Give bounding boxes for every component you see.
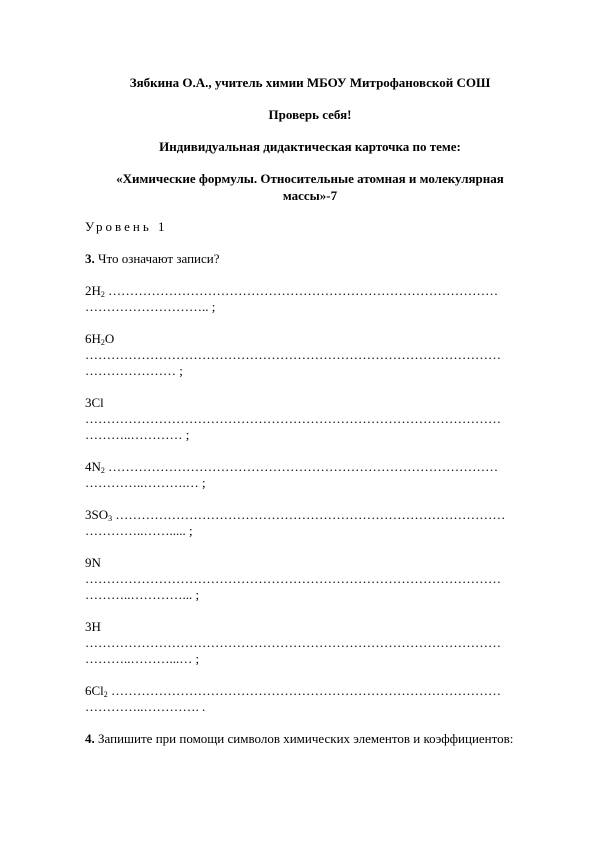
question-4 [85,731,513,747]
level-label: Уровень 1 [85,219,168,234]
question-3-number: 3. [85,251,95,266]
formula-item-1 [85,283,498,299]
answer-dots: ……………………………………………………………………………… [104,459,499,474]
formula-item-5 [85,507,505,523]
formula-coef: 4N [85,459,101,474]
formula-item-3 [85,395,104,411]
formula-coef: 3Cl [85,395,104,410]
answer-dots-line: …………………………………………………………………………………… [85,347,501,362]
answer-dots-line: …………..……….… ; [85,475,206,490]
formula-item-7 [85,619,101,635]
answer-dots-line: ………..………...… ; [85,651,200,666]
answer-dots-line: ……………………….. ; [85,299,216,314]
answer-dots-line: ………..…………... ; [85,587,200,602]
formula-coef: 3H [85,619,101,634]
formula-coef: 6H [85,331,101,346]
answer-dots-line: …………………………………………………………………………………… [85,571,501,586]
answer-dots-line: …………..…………. . [85,699,206,714]
formula-rest: O [104,331,115,346]
answer-dots-line: ………..………… ; [85,427,190,442]
question-3 [85,251,219,267]
formula-subscript: 2 [100,466,105,475]
formula-coef: 3SO [85,507,109,522]
answer-dots-line: ………………… ; [85,363,183,378]
check-yourself-title: Проверь себя! [268,107,352,122]
topic-line-2: массы»-7 [282,188,338,203]
answer-dots: ……………………………………………………………………………… [112,507,506,522]
formula-subscript: 2 [100,338,105,347]
card-title: Индивидуальная дидактическая карточка по теме: [159,139,461,154]
author-line: Зябкина О.А., учитель химии МБОУ Митрофановской СОШ [129,75,491,90]
answer-dots-line: …………..……..... ; [85,523,193,538]
question-4-number: 4. [85,731,95,746]
answer-dots-line: …………………………………………………………………………………… [85,635,501,650]
formula-coef: 9N [85,555,101,570]
formula-coef: 6Cl [85,683,104,698]
answer-dots: ……………………………………………………………………………… [107,683,502,698]
formula-subscript: 3 [108,514,113,523]
formula-item-4 [85,459,498,475]
question-4-text: Запишите при помощи символов химических элементов и коэффициентов: [98,731,514,746]
answer-dots-line: …………………………………………………………………………………… [85,411,501,426]
question-3-text: Что означают записи? [98,251,220,266]
formula-item-6 [85,555,101,571]
topic-line-1: «Химические формулы. Относительные атомная и молекулярная [116,171,504,186]
formula-subscript: 2 [103,690,108,699]
formula-coef: 2H [85,283,101,298]
answer-dots: ……………………………………………………………………………… [104,283,499,298]
formula-item-2 [85,331,114,347]
formula-subscript: 2 [100,290,105,299]
formula-item-8 [85,683,501,699]
